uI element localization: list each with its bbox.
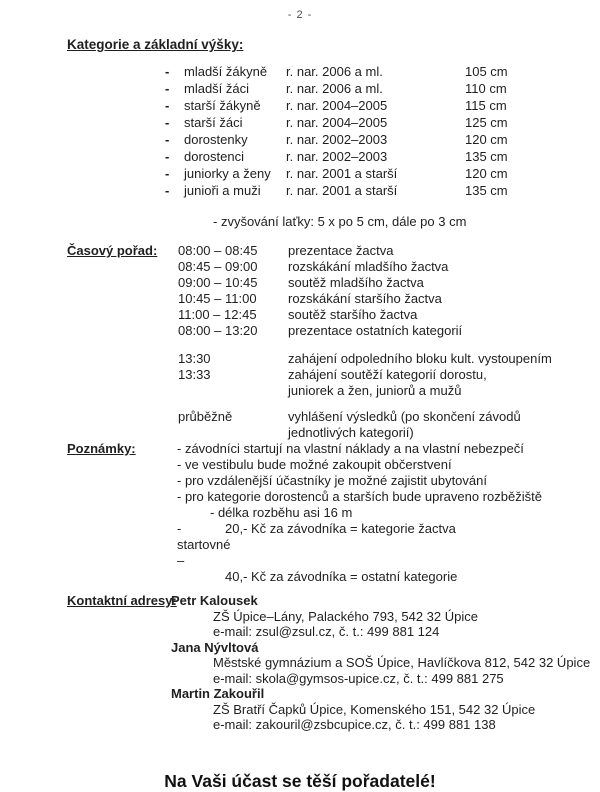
schedule-row xyxy=(178,383,600,399)
category-name: dorostenky xyxy=(184,132,248,147)
category-name: starší žáci xyxy=(184,115,243,130)
contact-address: Městské gymnázium a SOŠ Úpice, Havlíčkova 812, 542 32 Úpice xyxy=(213,655,591,670)
note-line: - pro vzdálenější účastníky je možné zajistit ubytování xyxy=(177,473,487,488)
birth-year: r. nar. 2006 a ml. xyxy=(286,81,383,96)
schedule-time xyxy=(178,383,288,399)
schedule-activity: zahájení odpoledního bloku kult. vystoupením xyxy=(288,351,552,366)
bar-raise-note: - zvyšování laťky: 5 x po 5 cm, dále po 3 cm xyxy=(213,214,467,229)
schedule-activity: soutěž staršího žactva xyxy=(288,307,418,322)
schedule-row xyxy=(178,351,600,367)
bullet-dash: - xyxy=(165,64,170,79)
schedule-row xyxy=(178,409,600,425)
base-height: 120 cm xyxy=(465,132,508,147)
note-line: - ve vestibulu bude možné zakoupit občerstvení xyxy=(177,457,452,472)
category-row xyxy=(0,182,600,199)
contact-name: Martin Zakouřil xyxy=(171,686,265,701)
categories-heading: Kategorie a základní výšky: xyxy=(67,37,244,52)
bullet-dash: - xyxy=(165,166,170,181)
base-height: 105 cm xyxy=(465,64,508,79)
schedule-section xyxy=(0,243,600,441)
schedule-row xyxy=(178,425,600,441)
schedule-activity: soutěž mladšího žactva xyxy=(288,275,424,290)
category-name: dorostenci xyxy=(184,149,244,164)
runup-note: - délka rozběhu asi 16 m xyxy=(210,505,353,520)
contacts-label: Kontaktní adresy: xyxy=(67,593,177,608)
bullet-dash: - xyxy=(165,183,170,198)
bullet-dash: - xyxy=(165,149,170,164)
schedule-activity: jednotlivých kategorií) xyxy=(288,425,414,440)
contact-email: e-mail: zsul@zsul.cz, č. t.: 499 881 124 xyxy=(213,624,440,639)
schedule-time xyxy=(178,425,288,441)
base-height: 135 cm xyxy=(465,149,508,164)
category-row xyxy=(0,131,600,148)
fee-line: 40,- Kč za závodníka = ostatní kategorie xyxy=(225,569,458,584)
schedule-activity: juniorek a žen, juniorů a mužů xyxy=(288,383,462,398)
contact-address: ZŠ Bratří Čapků Úpice, Komenského 151, 542 32 Úpice xyxy=(213,701,536,717)
category-name: starší žákyně xyxy=(184,98,261,113)
category-name: juniorky a ženy xyxy=(184,166,271,181)
schedule-row xyxy=(178,367,600,383)
category-row xyxy=(0,165,600,182)
category-row xyxy=(0,97,600,114)
schedule-activity: prezentace ostatních kategorií xyxy=(288,323,463,338)
schedule-time: 08:45 – 09:00 xyxy=(178,259,258,274)
fee-row xyxy=(177,521,600,569)
schedule-row xyxy=(178,291,600,307)
note-line: - pro kategorie dorostenců a starších bude upraveno rozběžiště xyxy=(177,489,542,504)
contact-email: e-mail: zakouril@zsbcupice.cz, č. t.: 499 881 138 xyxy=(213,717,496,732)
schedule-row xyxy=(178,307,600,323)
schedule-time: 13:33 xyxy=(178,367,211,382)
contact-name: Petr Kalousek xyxy=(171,593,258,608)
bullet-dash: - xyxy=(165,98,170,113)
schedule-time: průběžně xyxy=(178,409,233,424)
schedule-time: 13:30 xyxy=(178,351,211,366)
base-height: 115 cm xyxy=(465,98,507,113)
schedule-activity: rozskákání mladšího žactva xyxy=(288,259,449,274)
birth-year: r. nar. 2002–2003 xyxy=(286,149,388,164)
schedule-row xyxy=(178,259,600,275)
birth-year: r. nar. 2001 a starší xyxy=(286,183,398,198)
page-number: - 2 - xyxy=(287,9,313,21)
schedule-activity: rozskákání staršího žactva xyxy=(288,291,442,306)
contacts-section xyxy=(0,593,600,733)
base-height: 135 cm xyxy=(465,183,508,198)
schedule-label: Časový pořad: xyxy=(67,243,158,258)
schedule-activity: prezentace žactva xyxy=(288,243,394,258)
notes-section xyxy=(0,441,600,585)
categories-list xyxy=(0,63,600,199)
birth-year: r. nar. 2002–2003 xyxy=(286,132,388,147)
bullet-dash: - xyxy=(165,115,170,130)
note-line: - závodníci startují na vlastní náklady a na vlastní nebezpečí xyxy=(177,441,524,456)
notes-label: Poznámky: xyxy=(67,441,136,456)
birth-year: r. nar. 2004–2005 xyxy=(286,98,388,113)
contact-name: Jana Nývltová xyxy=(171,639,259,655)
base-height: 110 cm xyxy=(465,81,507,96)
category-name: mladší žákyně xyxy=(184,64,268,79)
category-row xyxy=(0,63,600,80)
contact-email: e-mail: skola@gymsos-upice.cz, č. t.: 499 881 275 xyxy=(213,670,504,686)
bullet-dash: - xyxy=(165,81,170,96)
fee-label: - startovné – xyxy=(177,521,231,568)
schedule-row xyxy=(178,243,600,259)
bullet-dash: - xyxy=(165,132,170,147)
fee-line: 20,- Kč za závodníka = kategorie žactva xyxy=(225,521,456,536)
schedule-time: 08:00 – 08:45 xyxy=(178,243,258,258)
base-height: 120 cm xyxy=(465,166,508,181)
schedule-activity: zahájení soutěží kategorií dorostu, xyxy=(288,367,487,382)
schedule-time: 11:00 – 12:45 xyxy=(178,307,257,322)
footer-message: Na Vaši účast se těší pořadatelé! xyxy=(164,770,436,791)
schedule-time: 08:00 – 13:20 xyxy=(178,323,258,338)
base-height: 125 cm xyxy=(465,115,508,130)
birth-year: r. nar. 2001 a starší xyxy=(286,166,398,181)
category-row xyxy=(0,148,600,165)
schedule-time: 10:45 – 11:00 xyxy=(178,291,257,306)
birth-year: r. nar. 2006 a ml. xyxy=(286,64,383,79)
schedule-row xyxy=(178,275,600,291)
contact-address: ZŠ Úpice–Lány, Palackého 793, 542 32 Úpice xyxy=(213,608,478,624)
schedule-activity: vyhlášení výsledků (po skončení závodů xyxy=(288,409,521,424)
birth-year: r. nar. 2004–2005 xyxy=(286,115,388,130)
category-row xyxy=(0,114,600,131)
category-row xyxy=(0,80,600,97)
category-name: mladší žáci xyxy=(184,81,250,96)
schedule-time: 09:00 – 10:45 xyxy=(178,275,258,290)
category-name: junioři a muži xyxy=(184,183,261,198)
schedule-row xyxy=(178,323,600,339)
